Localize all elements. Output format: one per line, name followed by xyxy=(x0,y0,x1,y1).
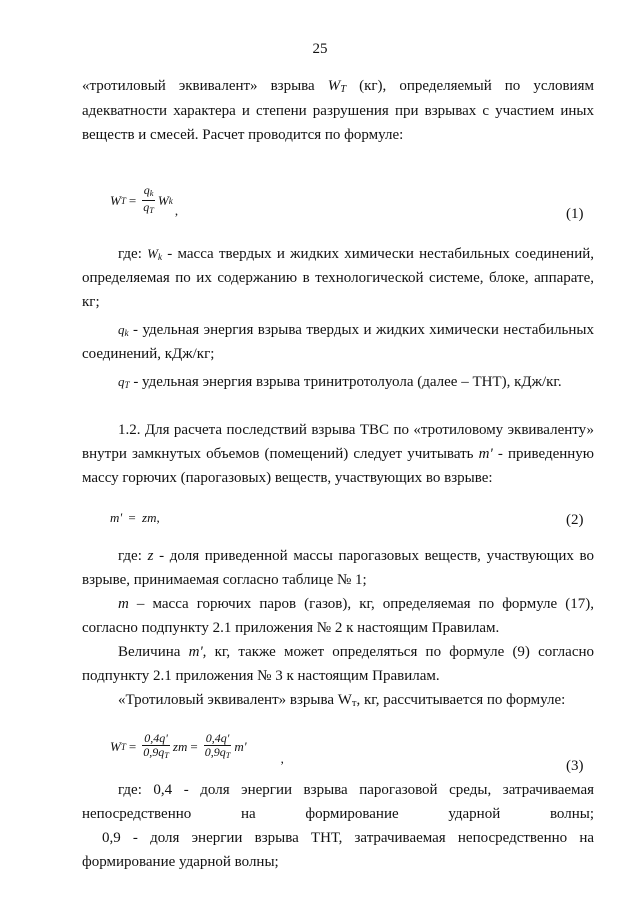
def-m-line-1: m – масса горючих паров (газов), кг, определяемая по формуле (17), xyxy=(118,596,594,612)
formula-2: m' = zm, xyxy=(110,510,160,525)
def-qk-line-1: $q_k$ - удельная энергия взрыва твердых и жидких химически нестабильных xyxy=(118,322,595,338)
symbol-z: z xyxy=(147,548,154,564)
symbol-qk: $q_k$ xyxy=(118,322,129,338)
def-09-line-2: формирование ударной волны; xyxy=(82,854,279,870)
intro-line-3: веществ и смесей. Расчет проводится по формуле: xyxy=(82,127,404,143)
def-z-line-1: где: z - доля приведенной массы парогазовых веществ, участвующих во xyxy=(118,548,595,564)
formula-3: W T = $\frac{0,4q'}{0,9q_T}$ zm = $\frac{0,4q'}{0,9q_T}$ m' , xyxy=(110,731,284,766)
formula-1-number: (1) xyxy=(566,206,584,222)
symbol-qt: $q_T$ xyxy=(118,374,130,390)
symbol-w-t: $W_T$ xyxy=(327,78,347,95)
def-qt-line: $q_T$ - удельная энергия взрыва тринитротолуола (далее – ТНТ), кДж/кг. xyxy=(118,374,562,390)
formula-3-number: (3) xyxy=(566,758,584,774)
value-line-1: Величина m', кг, также может определяться по формуле (9) согласно xyxy=(118,644,595,660)
def-wk-line-2: определяемая по их содержанию в технологической системе, блоке, аппарате, xyxy=(82,270,594,286)
symbol-m-prime: m' xyxy=(478,446,493,462)
def-04-line-1: где: 0,4 - доля энергии взрыва парогазовой среды, затрачиваемая xyxy=(118,782,594,798)
formula-2-number: (2) xyxy=(566,512,584,528)
page-number: 25 xyxy=(312,41,328,57)
tnt-line: «Тротиловый эквивалент» взрыва $W_т$, кг, рассчитывается по формуле: xyxy=(118,692,566,709)
symbol-wk: $W_k$ xyxy=(147,246,163,262)
def-04-line-2: непосредственно на формирование ударной волны; xyxy=(82,806,594,822)
p12-line-3: массу горючих (парогазовых) веществ, участвующих во взрыве: xyxy=(82,470,493,486)
def-qk-line-2: соединений, кДж/кг; xyxy=(82,346,215,362)
def-wk-line-3: кг; xyxy=(82,294,100,310)
value-line-2: подпункту 2.1 приложения № 3 к настоящим Правилам. xyxy=(82,668,440,684)
intro-line-2: адекватности характера и степени разрушения при взрывах с участием иных xyxy=(82,103,594,119)
symbol-m-prime-2: m', xyxy=(188,644,207,660)
def-wk-line-1: где: $W_k$ - масса твердых и жидких химически нестабильных соединений, xyxy=(118,246,595,262)
formula-1-fraction: $\frac{q_k}{q_T}$ xyxy=(143,183,154,215)
p12-line-1: 1.2. Для расчета последствий взрыва ТВС по «тротиловому эквиваленту» xyxy=(118,422,594,438)
formula-3-fraction-2: $\frac{0,4q'}{0,9q_T}$ xyxy=(204,731,231,760)
def-m-line-2: согласно подпункту 2.1 приложения № 2 к настоящим Правилам. xyxy=(82,620,500,636)
symbol-m: m xyxy=(118,596,129,612)
formula-1: W T = $\frac{q_k}{q_T}$ W k , xyxy=(110,183,179,218)
def-09-line-1: 0,9 - доля энергии взрыва ТНТ, затрачиваемая непосредственно на xyxy=(102,830,594,846)
p12-line-2: внутри замкнутых объемов (помещений) следует учитывать m' - приведенную xyxy=(82,446,595,462)
def-z-line-2: взрыве, принимаемая согласно таблице № 1; xyxy=(82,572,367,588)
intro-line-1: «тротиловый эквивалент» взрыва $W_T$ (кг), определяемый по условиям xyxy=(82,78,594,95)
formula-3-fraction-1: $\frac{0,4q'}{0,9q_T}$ xyxy=(143,731,169,760)
